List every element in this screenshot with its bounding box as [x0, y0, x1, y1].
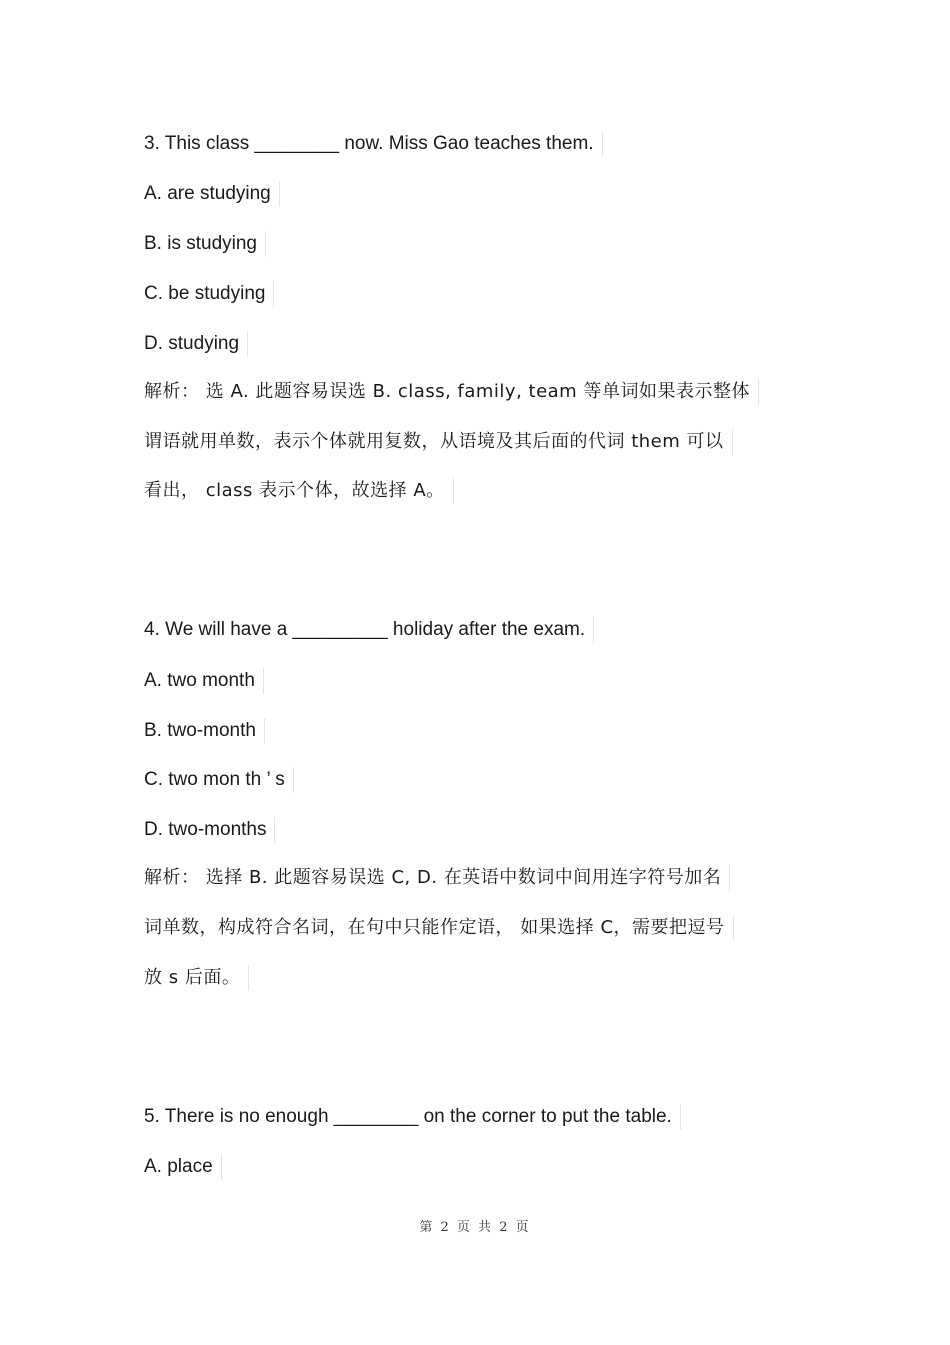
question-3-option-d: D. studying — [144, 331, 248, 357]
question-4-option-c: C. two mon th ’ s — [144, 767, 294, 793]
question-3-option-c: C. be studying — [144, 281, 274, 307]
question-4-option-a: A. two month — [144, 668, 264, 694]
question-4-stem: 4. We will have a _________ holiday after the exam. — [144, 617, 594, 643]
question-3-analysis-line-2: 谓语就用单数，表示个体就用复数，从语境及其后面的代词 them 可以 — [144, 429, 733, 455]
question-4-option-b: B. two-month — [144, 718, 265, 744]
question-3-analysis-line-1: 解析： 选 A. 此题容易误选 B. class, family, team 等单词如果表示整体 — [144, 379, 759, 405]
page-footer: 第 2 页 共 2 页 — [419, 1220, 531, 1235]
question-3-stem: 3. This class ________ now. Miss Gao teaches them. — [144, 131, 603, 157]
question-4-option-d: D. two-months — [144, 817, 275, 843]
question-5-option-a: A. place — [144, 1154, 222, 1180]
question-3-option-a: A. are studying — [144, 181, 280, 207]
question-5-stem: 5. There is no enough ________ on the corner to put the table. — [144, 1104, 681, 1130]
question-3-option-b: B. is studying — [144, 231, 266, 257]
question-3-analysis-line-3: 看出， class 表示个体，故选择 A。 — [144, 478, 454, 504]
question-4-analysis-line-2: 词单数，构成符合名词，在句中只能作定语， 如果选择 C，需要把逗号 — [144, 915, 734, 941]
question-4-analysis-line-3: 放 s 后面。 — [144, 965, 249, 991]
question-4-analysis-line-1: 解析： 选择 B. 此题容易误选 C, D. 在英语中数词中间用连字符号加名 — [144, 865, 730, 891]
